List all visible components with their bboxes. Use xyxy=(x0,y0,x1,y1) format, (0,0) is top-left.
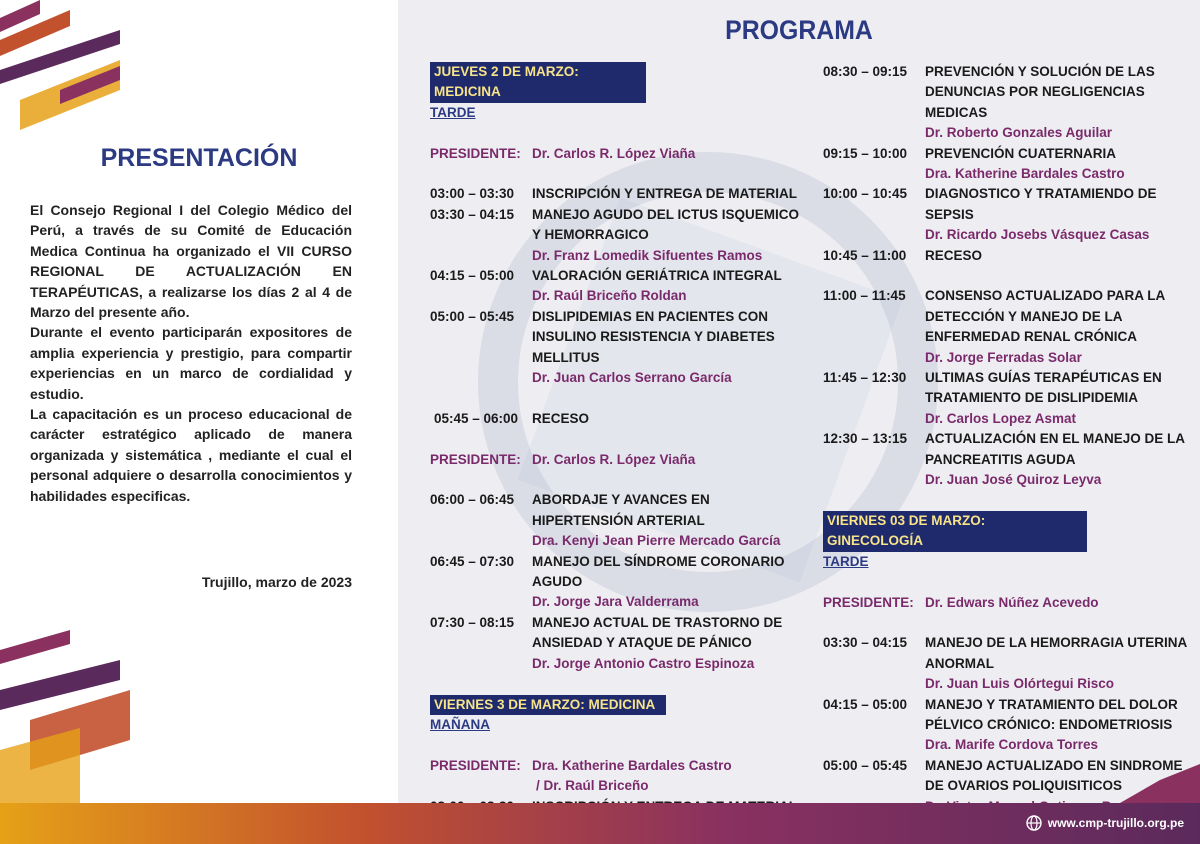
speaker: Dr. Juan Luis Olórtegui Risco xyxy=(925,676,1115,692)
topic: RECESO xyxy=(532,410,590,426)
time: 03:30 – 04:15 xyxy=(430,206,515,222)
session-subheader: MAÑANA xyxy=(430,716,490,732)
topic: MANEJO DE LA HEMORRAGIA UTERINA ANORMAL xyxy=(925,635,1187,671)
time: 04:15 – 05:00 xyxy=(823,696,908,712)
president-label: PRESIDENTE: xyxy=(430,757,521,773)
president-row xyxy=(430,756,800,797)
decorative-stripes-bottom xyxy=(0,630,140,803)
speaker: Dr. Jorge Antonio Castro Espinoza xyxy=(532,655,755,671)
speaker: Dr. Franz Lomedik Sifuentes Ramos xyxy=(532,247,763,263)
presentation-title: PRESENTACIÓN xyxy=(100,144,298,172)
program-column-1 xyxy=(430,62,800,817)
topic: DISLIPIDEMIAS EN PACIENTES CON INSULINO RESISTENCIA Y DIABETES MELLITUS xyxy=(532,308,775,365)
schedule-row xyxy=(823,246,1193,266)
speaker: Dr. Carlos Lopez Asmat xyxy=(925,410,1077,426)
footer-bar xyxy=(0,803,1200,844)
time: 06:00 – 06:45 xyxy=(430,492,515,508)
president-label: PRESIDENTE: xyxy=(430,145,521,161)
speaker: Dr. Jorge Ferradas Solar xyxy=(925,349,1082,365)
schedule-row xyxy=(823,429,1193,490)
topic: PREVENCIÓN CUATERNARIA xyxy=(925,145,1117,161)
time: 05:45 – 06:00 xyxy=(434,410,519,426)
president-name: Dr. Carlos R. López Viaña xyxy=(532,451,696,467)
speaker: Dra. Katherine Bardales Castro xyxy=(925,166,1125,182)
program-title: PROGRAMA xyxy=(725,15,873,45)
schedule-row xyxy=(823,368,1193,429)
speaker: Dra. Marife Cordova Torres xyxy=(925,737,1099,753)
president-name: Dr. Carlos R. López Viaña xyxy=(532,145,696,161)
schedule-row xyxy=(823,62,1193,144)
president-label: PRESIDENTE: xyxy=(430,451,521,467)
president-label: PRESIDENTE: xyxy=(823,594,914,610)
footer-url-text[interactable]: www.cmp-trujillo.org.pe xyxy=(1047,816,1184,830)
time: 09:15 – 10:00 xyxy=(823,145,908,161)
presentation-paragraph: El Consejo Regional I del Colegio Médico del Perú, a través de su Comité de Educación Medica Continua ha organizado el VII CURSO REGIONAL DE ACTUALIZACIÓN EN TERAPÉUTICAS, a realizarse los días 2 al 4 de Marzo del presente año. xyxy=(30,202,352,321)
topic: INSCRIPCIÓN Y ENTREGA DE MATERIAL xyxy=(532,186,798,202)
presentation-paragraph: Durante el evento participarán expositores de amplia experiencia y prestigio, para compartir experiencias en un marco de cordialidad y estudio. xyxy=(30,324,352,402)
topic: RECESO xyxy=(925,247,983,263)
president-name: / Dr. Raúl Briceño xyxy=(536,778,649,794)
time: 11:00 – 11:45 xyxy=(823,288,906,304)
speaker: Dr. Ricardo Josebs Vásquez Casas xyxy=(925,227,1150,243)
time: 03:00 – 03:30 xyxy=(430,186,515,202)
time: 10:00 – 10:45 xyxy=(823,186,908,202)
time: 07:30 – 08:15 xyxy=(430,614,515,630)
presentation-paragraph: La capacitación es un proceso educacional de carácter estratégico aplicado de manera organizada y sistemática , mediante el cual el personal adquiere o desarrolla conocimientos y habilidades especificas. xyxy=(30,406,352,504)
topic: MANEJO ACTUALIZADO EN SINDROME DE OVARIOS POLIQUISITICOS xyxy=(925,757,1183,794)
president-row xyxy=(430,450,800,470)
speaker: Dr. Raúl Briceño Roldan xyxy=(532,288,687,304)
topic: CONSENSO ACTUALIZADO PARA LA DETECCIÓN Y MANEJO DE LA ENFERMEDAD RENAL CRÓNICA xyxy=(925,288,1165,345)
schedule-row xyxy=(430,409,800,429)
topic: MANEJO AGUDO DEL ICTUS ISQUEMICO Y HEMORRAGICO xyxy=(532,206,800,243)
president-name: Dra. Katherine Bardales Castro xyxy=(532,757,732,773)
topic: MANEJO Y TRATAMIENTO DEL DOLOR PÉLVICO CRÓNICO: ENDOMETRIOSIS xyxy=(925,696,1178,732)
presentation-body xyxy=(30,200,352,506)
schedule-row xyxy=(823,695,1193,756)
schedule-row xyxy=(430,184,800,204)
session-subheader: TARDE xyxy=(823,553,869,569)
time: 04:15 – 05:00 xyxy=(430,268,515,284)
decorative-stripes-right xyxy=(1060,760,1200,803)
schedule-row xyxy=(823,286,1193,368)
president-name: Dr. Edwars Núñez Acevedo xyxy=(925,594,1099,610)
schedule-row xyxy=(430,266,800,307)
topic: VALORACIÓN GERIÁTRICA INTEGRAL xyxy=(532,268,782,284)
time: 05:00 – 05:45 xyxy=(823,757,908,773)
session-subheader: TARDE xyxy=(430,104,476,120)
day-header: JUEVES 2 DE MARZO: MEDICINA xyxy=(430,62,646,103)
schedule-row xyxy=(430,307,800,389)
time: 08:30 – 09:15 xyxy=(823,64,908,79)
speaker: Dr. Juan Carlos Serrano García xyxy=(532,370,732,386)
schedule-row xyxy=(430,552,800,613)
time: 11:45 – 12:30 xyxy=(823,370,907,386)
schedule-row xyxy=(430,613,800,674)
time: 10:45 – 11:00 xyxy=(823,247,907,263)
footer-link[interactable] xyxy=(1026,815,1184,831)
schedule-row xyxy=(823,144,1193,185)
signoff: Trujillo, marzo de 2023 xyxy=(201,574,352,590)
presentation-panel xyxy=(0,0,398,803)
topic: ULTIMAS GUÍAS TERAPÉUTICAS EN TRATAMIENTO DE DISLIPIDEMIA xyxy=(925,370,1162,406)
speaker: Dr. Juan José Quiroz Leyva xyxy=(925,472,1102,488)
time: 03:30 – 04:15 xyxy=(823,635,908,651)
topic: ABORDAJE Y AVANCES EN HIPERTENSIÓN ARTERIAL xyxy=(532,492,710,528)
time: 06:45 – 07:30 xyxy=(430,553,515,569)
topic: MANEJO DEL SÍNDROME CORONARIO AGUDO xyxy=(532,553,785,590)
schedule-row xyxy=(430,205,800,266)
time: 12:30 – 13:15 xyxy=(823,431,908,447)
day-header: VIERNES 3 DE MARZO: MEDICINA xyxy=(430,695,666,715)
speaker: Dr. Jorge Jara Valderrama xyxy=(532,594,699,610)
speaker: Dra. Kenyi Jean Pierre Mercado García xyxy=(532,533,781,549)
topic: DIAGNOSTICO Y TRATAMIENDO DE SEPSIS xyxy=(925,186,1157,222)
president-row xyxy=(823,593,1193,613)
topic: ACTUALIZACIÓN EN EL MANEJO DE LA PANCREATITIS AGUDA xyxy=(925,431,1185,467)
schedule-row xyxy=(430,490,800,551)
speaker: Dr. Roberto Gonzales Aguilar xyxy=(925,125,1113,141)
topic: MANEJO ACTUAL DE TRASTORNO DE ANSIEDAD Y ATAQUE DE PÁNICO xyxy=(532,614,783,651)
day-header: VIERNES 03 DE MARZO: GINECOLOGÍA xyxy=(823,511,1087,552)
program-column-2 xyxy=(823,62,1193,817)
schedule-row xyxy=(823,184,1193,245)
president-row xyxy=(430,144,800,164)
time: 05:00 – 05:45 xyxy=(430,308,515,324)
topic: PREVENCIÓN Y SOLUCIÓN DE LAS DENUNCIAS POR NEGLIGENCIAS MEDICAS xyxy=(925,64,1155,120)
globe-icon xyxy=(1026,815,1042,831)
schedule-row xyxy=(823,633,1193,694)
decorative-stripes-top xyxy=(0,0,140,140)
